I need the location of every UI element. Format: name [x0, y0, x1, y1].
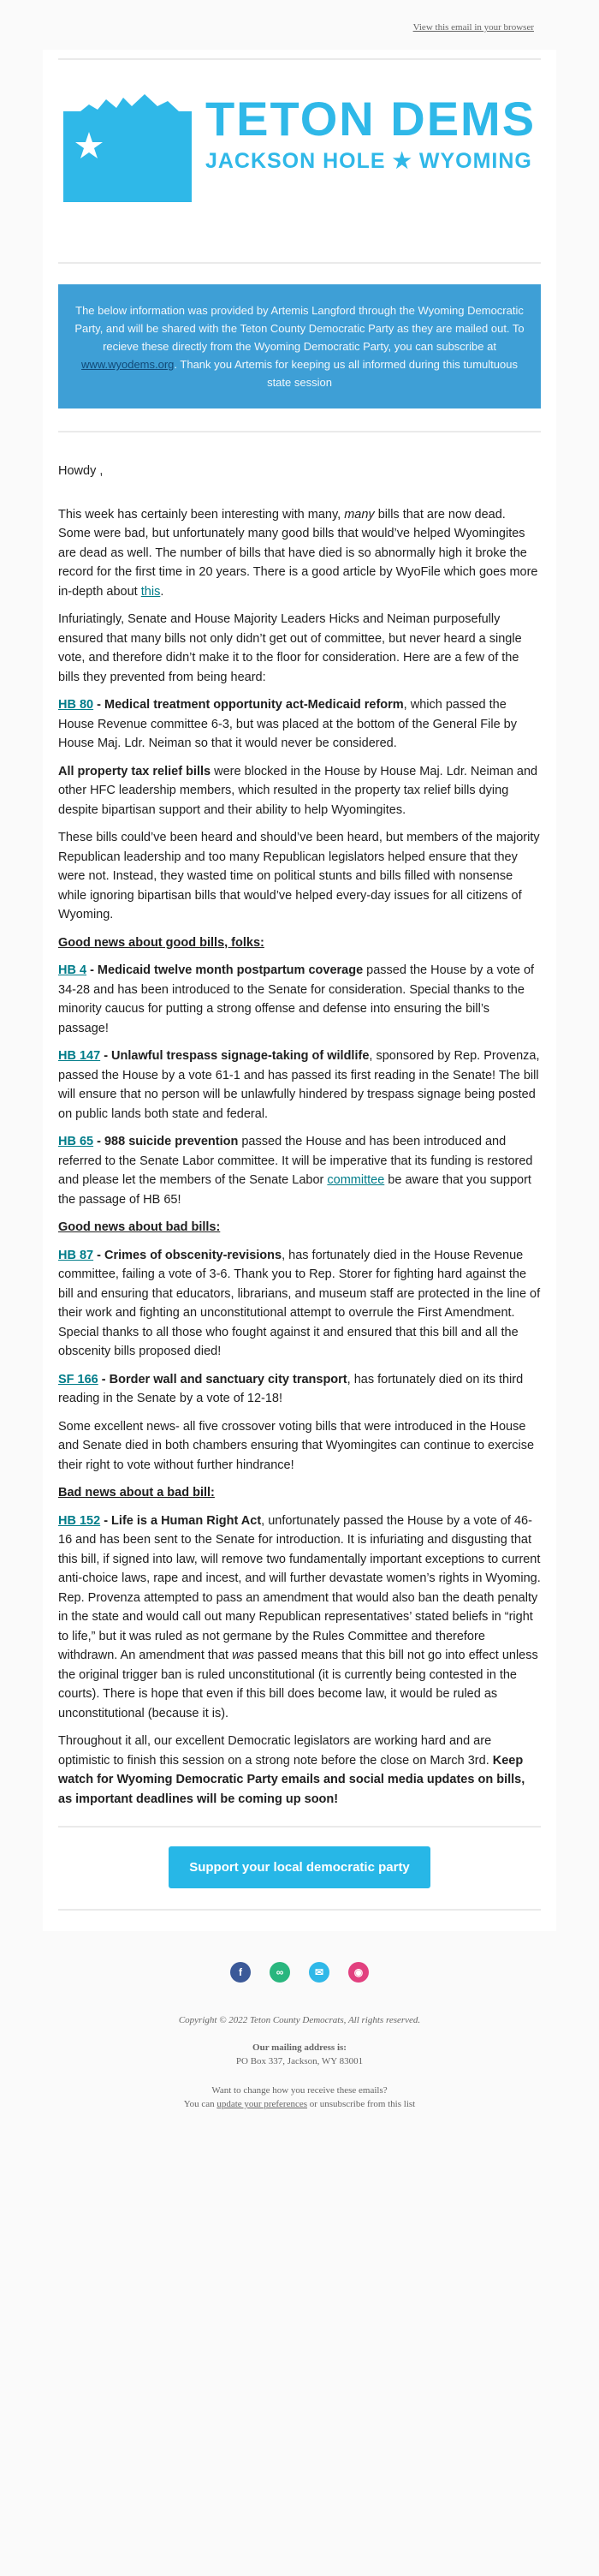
hb152-link[interactable]: HB 152: [58, 1513, 101, 1528]
hb147-link[interactable]: HB 147: [58, 1049, 101, 1063]
email-icon[interactable]: ✉: [309, 1962, 329, 1983]
copyright: Copyright © 2022 Teton County Democrats, All rights reserved.: [178, 2015, 421, 2025]
social-links: [0, 1962, 599, 1983]
hb152-item: HB 152 - Life is a Human Right Act, unfortunately passed the House by a vote of 46-16 and has been sent to the Senate for introduction. It is infuriating and disgusting that this bill, if signed into law, will remove two fundamentally important exceptions to current anti-choice laws, rape and incest, and will further devastate women’s rights in Wyoming. Rep. Provenza attempted to pass an amendment that would also ban the death penalty in the state and would call out many Republican representatives’ stated beliefs in “right to life,” but it was ruled as not germane by the Rules Committee and therefore withdrawn. An amendment that was passed means that this bill not go into effect unless the original trigger ban is ruled unconstitutional (it is currently being contested in the courts). There is hope that even if this bill does become law, it would be ruled as unconstitutional (because it is).: [58, 1513, 541, 1720]
logo-subtitle: JACKSON HOLE ★ WYOMING: [205, 149, 532, 173]
greeting: Howdy ,: [58, 464, 104, 478]
view-in-browser-link[interactable]: View this email in your browser: [412, 22, 534, 33]
divider: [58, 1909, 541, 1911]
could-have-paragraph: These bills could’ve been heard and should’ve been heard, but members of the majority Republican leadership and too many Republican legislators helped ensure that they were not. Instead, they wasted time on political stunts and bills filled with nonsense while ignoring bipartisan bills that would’ve helped every-day issues for all citizens of Wyoming.: [58, 831, 540, 921]
hb65-item: HB 65 - 988 suicide prevention passed the House and has been introduced and referred to the Senate Labor committee. It will be imperative that its funding is restored and please let the members of the Senate Labor committee be aware that you support the passage of HB 65!: [58, 1135, 533, 1207]
divider: [58, 262, 541, 264]
bad-news-heading: Bad news about a bad bill:: [58, 1486, 215, 1500]
hb87-item: HB 87 - Crimes of obscenity-revisions, has fortunately died in the House Revenue committee, failing a vote of 3-6. Thank you to Rep. Storer for fighting hard against the bill and ensuring that educators, librarians, and museum staff are protected in the line of their work and fighting an unconstitutional attempt to overrule the First Amendment. Special thanks to all those who fought against it and ensured that this bill and all the obscenity bills proposed died!: [58, 1248, 541, 1358]
hb4-item: HB 4 - Medicaid twelve month postpartum coverage passed the House by a vote of 34-28 and has been introduced to the Senate for consideration. Special thanks to the minority caucus for putting a strong offense and defense into ensuring the bill’s passage!: [58, 963, 535, 1035]
intro-paragraph: This week has certainly been interesting with many, many bills that are now dead. Some were bad, but unfortunately many good bills that would’ve helped Wyomingites are dead as well. The number of bills that have died is so abnormally high it broke the record for the first time in 20 years. There is a good article by WyoFile which goes more in-depth about this.: [58, 507, 538, 599]
hb87-link[interactable]: HB 87: [58, 1248, 94, 1262]
logo-title: TETON DEMS: [205, 92, 537, 146]
unsubscribe-link[interactable]: unsubscribe from this list: [319, 2099, 416, 2109]
change-emails-text: Want to change how you receive these emails?: [211, 2085, 388, 2096]
support-party-button[interactable]: Support your local democratic party: [169, 1846, 430, 1888]
hb65-link[interactable]: HB 65: [58, 1135, 94, 1148]
teton-dems-logo: [43, 60, 556, 262]
notice-text: The below information was provided by Artemis Langford through the Wyoming Democratic Party, and will be shared with the Teton County Democratic Party as they are mailed out. To recieve these directly from the Wyoming Democratic Party, you can subscribe at: [74, 304, 525, 353]
instagram-icon[interactable]: ◉: [348, 1962, 369, 1983]
cta-section: [43, 1828, 556, 1909]
hb80-link[interactable]: HB 80: [58, 698, 94, 712]
notice-text-end: . Thank you Artemis for keeping us all informed during this tumultuous state session: [174, 358, 518, 389]
good-news-bad-bills-heading: Good news about bad bills:: [58, 1220, 221, 1234]
mailing-address: PO Box 337, Jackson, WY 83001: [235, 2056, 364, 2066]
sf166-item: SF 166 - Border wall and sanctuary city transport, has fortunately died on its third reading in the Senate by a vote of 12-18!: [58, 1372, 524, 1405]
wyofile-article-link[interactable]: this: [140, 584, 161, 599]
email-card: [43, 50, 556, 1931]
website-link-icon[interactable]: ∞: [270, 1962, 290, 1983]
crossover-paragraph: Some excellent news- all five crossover voting bills that were introduced in the House and Senate died in both chambers ensuring that Wyomingites can continue to exercise their right to vote without further hindrance!: [58, 1419, 535, 1472]
sf166-link[interactable]: SF 166: [58, 1372, 98, 1386]
footer: [0, 1931, 599, 2145]
wyodems-link[interactable]: www.wyodems.org: [81, 358, 175, 371]
info-notice: [58, 284, 541, 408]
mailing-address-heading: Our mailing address is:: [252, 2042, 347, 2053]
update-preferences-link[interactable]: update your preferences: [216, 2099, 308, 2109]
property-tax-item: All property tax relief bills were blocked in the House by House Maj. Ldr. Neiman and other HFC leadership members, which resulted in the property tax relief bills dying despite bipartisan support and their ability to help Wyomingites.: [58, 764, 538, 817]
email-body: [43, 432, 556, 1826]
hb80-item: HB 80 - Medical treatment opportunity act-Medicaid reform, which passed the House Revenue committee 6-3, but was placed at the bottom of the General File by House Maj. Ldr. Neiman so that it would never be considered.: [58, 698, 517, 750]
facebook-icon[interactable]: f: [230, 1962, 251, 1983]
senate-labor-committee-link[interactable]: committee: [327, 1173, 385, 1187]
preferences-line: You can update your preferences or unsubscribe from this list: [183, 2099, 416, 2109]
hb4-link[interactable]: HB 4: [58, 963, 87, 977]
closing-paragraph: Throughout it all, our excellent Democratic legislators are working hard and are optimistic to finish this session on a strong note before the close on March 3rd. Keep watch for Wyoming Democratic Party emails and social media updates on bills, as important deadlines will be coming up soon!: [58, 1734, 525, 1806]
mountain-logo-icon: [63, 94, 192, 202]
view-in-browser: [0, 0, 599, 50]
good-news-good-bills-heading: Good news about good bills, folks:: [58, 935, 264, 950]
logo-text: [205, 94, 536, 202]
leaders-paragraph: Infuriatingly, Senate and House Majority Leaders Hicks and Neiman purposefully ensured that many bills not only didn’t get out of committee, but never heard a single vote, and therefore didn’t make it to the floor for consideration. Here are a few of the bills they prevented from being heard:: [58, 612, 522, 684]
hb147-item: HB 147 - Unlawful trespass signage-taking of wildlife, sponsored by Rep. Provenza, passed the House by a vote 61-1 and has passed its first reading in the Senate! The bill will ensure that no person will be unlawfully hindered by trespass signage being posted on public lands both state and federal.: [58, 1049, 540, 1121]
